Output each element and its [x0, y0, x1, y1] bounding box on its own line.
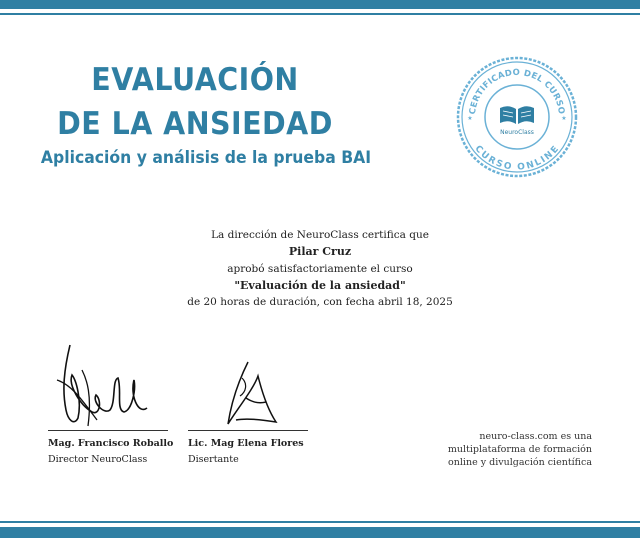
- course-seal: [456, 56, 578, 178]
- bottom-border-thick: [0, 527, 640, 538]
- top-border-thick: [0, 0, 640, 9]
- director-name: Mag. Francisco Roballo: [48, 438, 174, 449]
- duration-date-text: de 20 horas de duración, con fecha abril 18, 2025: [187, 296, 453, 308]
- platform-note-line1: neuro-class.com es una: [479, 431, 592, 442]
- platform-note: [432, 430, 592, 469]
- seal-bottom-text: CURSO ONLINE: [472, 143, 562, 173]
- signature-line-lecturer: [188, 430, 308, 431]
- director-role: Director NeuroClass: [48, 454, 148, 465]
- platform-note-line3: online y divulgación científica: [448, 457, 592, 468]
- bottom-border-thin: [0, 521, 640, 523]
- certificate-title-line2: DE LA ANSIEDAD: [57, 106, 333, 142]
- svg-text:★: ★: [467, 115, 473, 122]
- course-name: "Evaluación de la ansiedad": [234, 279, 406, 292]
- certificate-title-line1: EVALUACIÓN: [91, 62, 299, 98]
- lecturer-signature: [218, 358, 288, 430]
- lecturer-name: Lic. Mag Elena Flores: [188, 438, 304, 449]
- certification-intro: La dirección de NeuroClass certifica que: [211, 229, 429, 241]
- approval-text: aprobó satisfactoriamente el curso: [227, 263, 413, 275]
- signature-line-director: [48, 430, 168, 431]
- seal-brand: NeuroClass: [500, 129, 534, 136]
- certificate-subtitle: Aplicación y análisis de la prueba BAI: [40, 148, 372, 168]
- lecturer-role: Disertante: [188, 454, 239, 465]
- director-signature: [52, 340, 157, 432]
- platform-note-line2: multiplataforma de formación: [447, 444, 592, 455]
- top-border-thin: [0, 13, 640, 15]
- seal-top-text: CERTIFICADO DEL CURSO: [468, 67, 567, 116]
- recipient-name: Pilar Cruz: [288, 245, 352, 258]
- svg-text:★: ★: [561, 115, 567, 122]
- open-book-icon: [500, 106, 534, 124]
- svg-text:CERTIFICADO DEL CURSO: [468, 68, 566, 115]
